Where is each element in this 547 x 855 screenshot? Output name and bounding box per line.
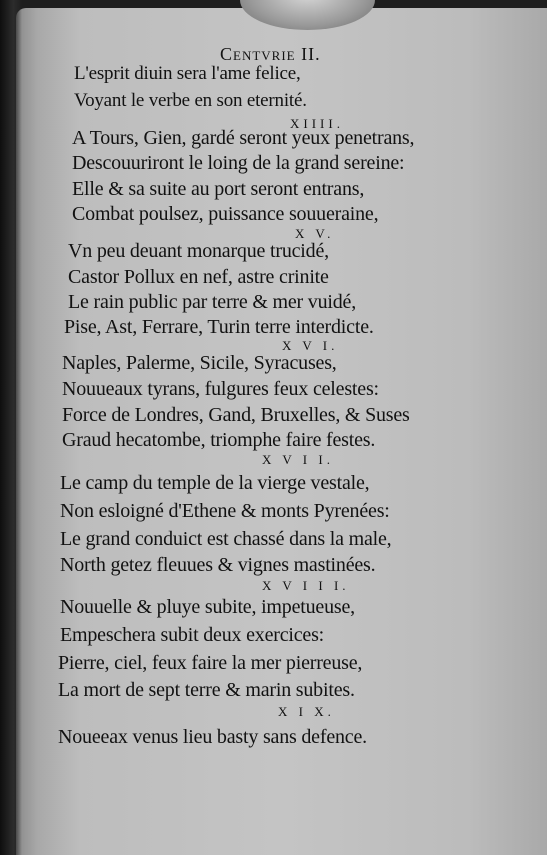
quatrain-number: X I X. (278, 704, 335, 719)
verse-line: Naples, Palerme, Sicile, Syracuses, (62, 352, 337, 374)
page-header: Centvrie II. (220, 44, 321, 64)
verse-line: Graud hecatombe, triomphe faire festes. (62, 429, 376, 451)
verse-line: Noueeax venus lieu basty sans defence. (58, 726, 367, 748)
quatrain-number: X V. (295, 226, 335, 241)
verse-line: L'esprit diuin sera l'ame felice, (74, 63, 301, 84)
verse-line: A Tours, Gien, gardé seront yeux penetrans, (72, 127, 415, 149)
verse-line: Le grand conduict est chassé dans la male, (60, 528, 392, 550)
verse-line: Elle & sa suite au port seront entrans, (72, 178, 365, 200)
verse-line: Voyant le verbe en son eternité. (74, 90, 307, 111)
verse-line: Vn peu deuant monarque trucidé, (68, 240, 329, 262)
verse-line: Empeschera subit deux exercices: (60, 624, 325, 646)
verse-line: Nouuelle & pluye subite, impetueuse, (60, 596, 355, 618)
quatrain-number: X V I I I. (262, 578, 350, 593)
verse-line: Combat poulsez, puissance souueraine, (72, 203, 379, 225)
verse-line: Descouuriront le loing de la grand sereine: (72, 152, 405, 174)
verse-line: Le camp du temple de la vierge vestale, (60, 472, 370, 494)
quatrain-number: XIIII. (290, 116, 344, 131)
verse-line: Castor Pollux en nef, astre crinite (68, 266, 329, 288)
verse-line: Pierre, ciel, feux faire la mer pierreuse, (58, 652, 363, 674)
verse-line: Force de Londres, Gand, Bruxelles, & Suses (62, 404, 410, 426)
verse-line: Pise, Ast, Ferrare, Turin terre interdicte. (64, 316, 374, 338)
verse-line: Le rain public par terre & mer vuidé, (68, 291, 357, 313)
verse-line: Nouueaux tyrans, fulgures feux celestes: (62, 378, 379, 400)
verse-line: Non esloigné d'Ethene & monts Pyrenées: (60, 500, 390, 522)
verse-line: La mort de sept terre & marin subites. (58, 679, 355, 701)
quatrain-number: X V I. (282, 338, 339, 353)
verse-line: North getez fleuues & vignes mastinées. (60, 554, 376, 576)
quatrain-number: X V I I. (262, 452, 334, 467)
